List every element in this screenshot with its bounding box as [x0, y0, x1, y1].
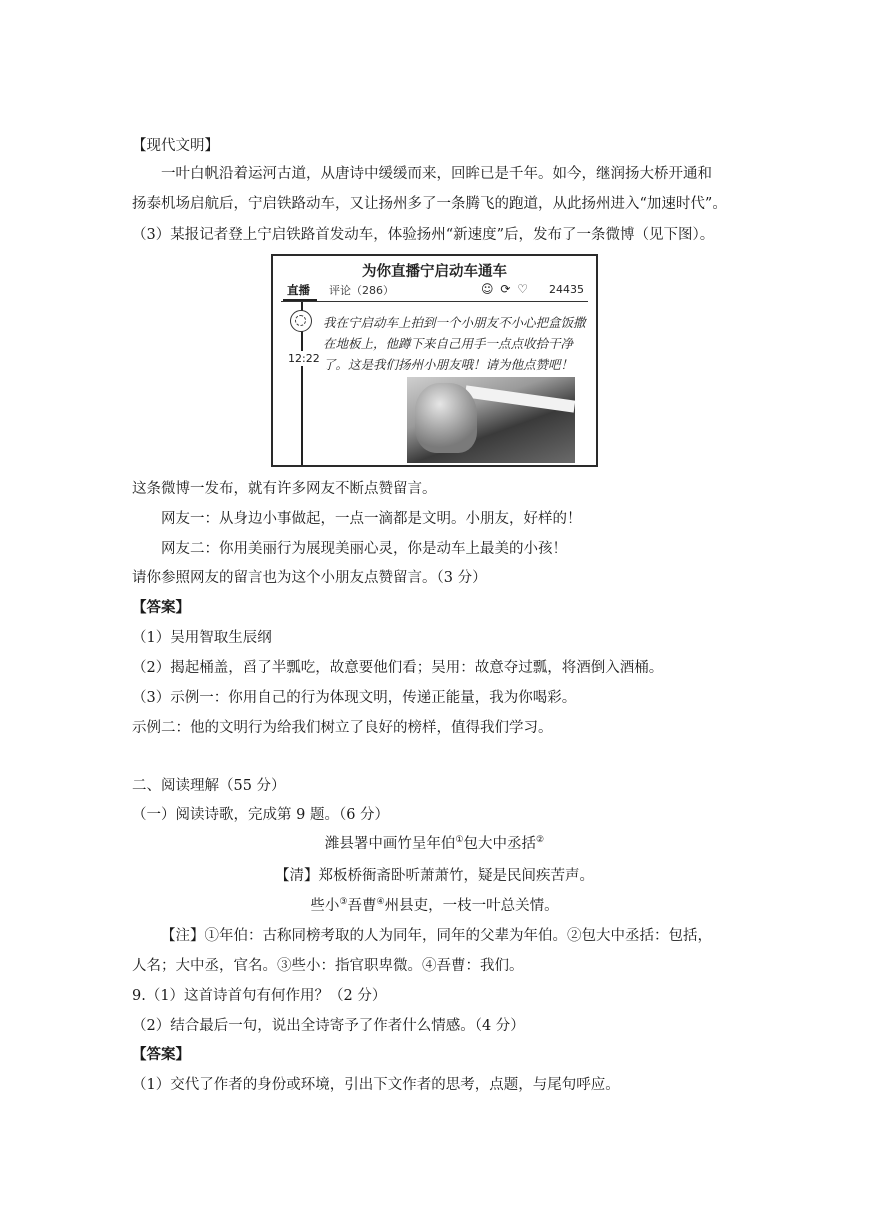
- footnote-marker: ④: [376, 897, 385, 907]
- weibo-post-figure: [271, 254, 598, 467]
- question-3-ask: 请你参照网友的留言也为这个小朋友点赞留言。（3 分）: [132, 570, 487, 586]
- answer-line: （1）交代了作者的身份或环境，引出下文作者的思考，点题，与尾句呼应。: [132, 1077, 620, 1093]
- weibo-post-time: 12:22: [288, 352, 320, 365]
- poem-title-text: 包大中丞括: [463, 836, 536, 852]
- question-3-intro: （3）某报记者登上宁启铁路首发动车，体验扬州“新速度”后，发布了一条微博（见下图）。: [132, 227, 715, 243]
- poem-text: 吾曹: [347, 898, 377, 914]
- footnote-marker: ②: [536, 835, 545, 845]
- share-icon: ⟳: [500, 282, 511, 296]
- poem-line-1: 【清】郑板桥衙斋卧听萧萧竹，疑是民间疾苦声。: [275, 868, 594, 884]
- poem-title: [0, 834, 869, 854]
- answer-line: （2）揭起桶盖，舀了半瓢吃，故意要他们看；吴用：故意夺过瓢，将酒倒入酒桶。: [132, 660, 664, 676]
- note-line: 【注】①年伯：古称同榜考取的人为同年，同年的父辈为年伯。②包大中丞括：包括，: [161, 928, 712, 944]
- answer-label: 【答案】: [132, 599, 190, 616]
- weibo-like-count: 24435: [549, 283, 584, 296]
- question-9-2: （2）结合最后一句，说出全诗寄予了作者什么情感。（4 分）: [132, 1018, 525, 1034]
- answer-label: 【答案】: [132, 1046, 190, 1063]
- weibo-tab-live: 直播: [287, 283, 310, 297]
- weibo-divider: [281, 301, 588, 302]
- question-9-1: 9.（1）这首诗首句有何作用？（2 分）: [132, 988, 387, 1004]
- weibo-photo: [407, 377, 575, 463]
- poem-title-text: 潍县署中画竹呈年伯: [324, 836, 456, 852]
- heart-icon: ♡: [517, 282, 528, 296]
- paragraph-line: 一叶白帆沿着运河古道，从唐诗中缓缓而来，回眸已是千年。如今，继润扬大桥开通和: [161, 166, 712, 182]
- poem-text: 些小: [310, 898, 340, 914]
- poem-text: 州县吏，一枝一叶总关情。: [384, 898, 559, 914]
- paragraph-line: 扬泰机场启航后，宁启铁路动车，又让扬州多了一条腾飞的跑道，从此扬州进入“加速时代”。: [132, 196, 727, 212]
- like-icon: ☺: [481, 282, 494, 296]
- part-2-subsection: （一）阅读诗歌，完成第 9 题。（6 分）: [132, 807, 390, 823]
- paragraph-line: 这条微博一发布，就有许多网友不断点赞留言。: [132, 481, 437, 497]
- answer-line: 示例二：他的文明行为给我们树立了良好的榜样，值得我们学习。: [132, 720, 553, 736]
- part-2-title: 二、阅读理解（55 分）: [132, 778, 286, 794]
- footnote-marker: ①: [455, 835, 464, 845]
- section-heading-modern-civilization: 【现代文明】: [132, 138, 219, 154]
- answer-line: （3）示例一：你用自己的行为体现文明，传递正能量，我为你喝彩。: [132, 690, 577, 706]
- netizen-comment-2: 网友二：你用美丽行为展现美丽心灵，你是动车上最美的小孩！: [161, 541, 567, 557]
- weibo-action-icons: [481, 282, 531, 296]
- weibo-title: 为你直播宁启动车通车: [362, 264, 507, 280]
- note-line: 人名；大中丞，官名。③些小：指官职卑微。④吾曹：我们。: [132, 958, 524, 974]
- answer-line: （1）吴用智取生辰纲: [132, 630, 272, 646]
- weibo-post-text: 我在宁启动车上拍到一个小朋友不小心把盒饭撒在地板上，他蹲下来自己用手一点点收拾干净了。这是我们扬州小朋友哦！请为他点赞吧！: [323, 315, 586, 372]
- footnote-marker: ③: [339, 897, 348, 907]
- netizen-comment-1: 网友一：从身边小事做起，一点一滴都是文明。小朋友，好样的！: [161, 511, 582, 527]
- avatar: [290, 310, 312, 332]
- poem-line-2: [0, 896, 869, 916]
- weibo-tab-comments: 评论（286）: [329, 284, 394, 297]
